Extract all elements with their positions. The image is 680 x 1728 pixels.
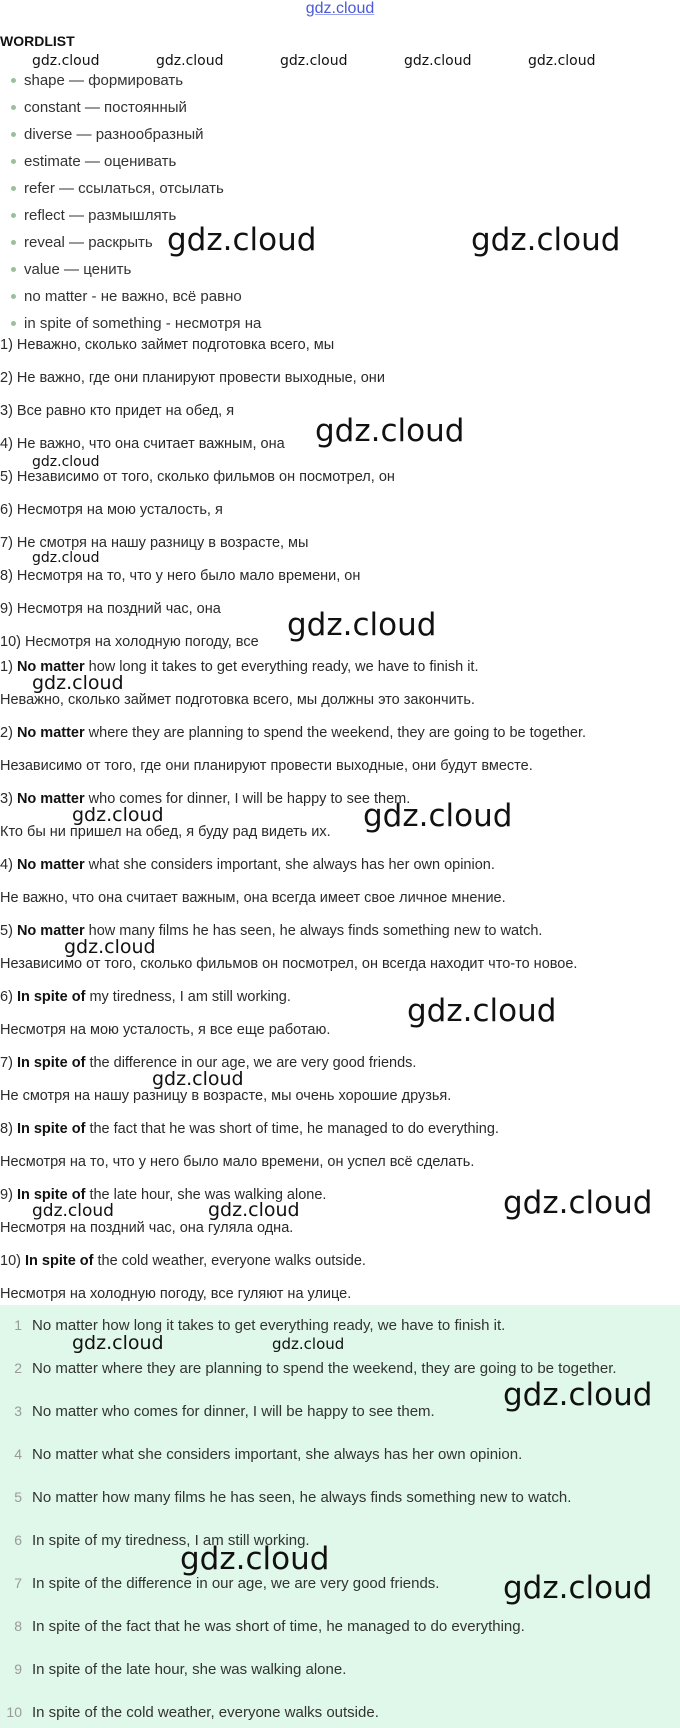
task-prompt: 7) Не смотря на нашу разницу в возрасте, мы: [0, 535, 309, 551]
answer-sentence: 5) No matter how many films he has seen, he always finds something new to watch.: [0, 923, 543, 939]
watermark: gdz.cloud: [156, 53, 224, 69]
watermark: gdz.cloud: [503, 1377, 653, 1413]
task-prompt: 1) Неважно, сколько займет подготовка всего, мы: [0, 337, 335, 353]
watermark: gdz.cloud: [167, 222, 317, 258]
wordlist-item: reveal — раскрыть: [0, 229, 261, 256]
bullet-icon: [11, 294, 16, 299]
wordlist-item: shape — формировать: [0, 67, 261, 94]
task-prompt: 6) Несмотря на мою усталость, я: [0, 502, 223, 518]
wordlist-item: no matter - не важно, всё равно: [0, 283, 261, 310]
bullet-icon: [11, 132, 16, 137]
task-prompt: 9) Несмотря на поздний час, она: [0, 601, 221, 617]
watermark: gdz.cloud: [32, 1201, 114, 1221]
answer-translation: Несмотря на то, что у него было мало времени, он успел всё сделать.: [0, 1154, 475, 1170]
answer-sentence: 4) No matter what she considers important, she always has her own opinion.: [0, 857, 495, 873]
bullet-icon: [11, 267, 16, 272]
site-mark-link[interactable]: gdz.cloud: [305, 0, 375, 17]
answer-list-panel: 1 No matter how long it takes to get everything ready, we have to finish it. 2 No matter where they are planning to spend the weekend, they are going to be together. 3 No matter who comes for dinner, I will be happy to see them. 4 No matter what she considers important, she always has her own opinion. 5 No matter how many films he has seen, he always finds something new to watch. 6 In spite of my tiredness, I am still working. 7 In spite of the difference in our age, we are very good friends. 8 In spite of the fact that he was short of time, he managed to do everything. 9 In spite of the late hour, she was walking alone. 10 In spite of the cold weather, everyone walks outside.: [0, 1305, 680, 1728]
bullet-icon: [11, 213, 16, 218]
answer-sentence: 6) In spite of my tiredness, I am still working.: [0, 989, 291, 1005]
task-prompt: 3) Все равно кто придет на обед, я: [0, 403, 235, 419]
answer-translation: Не важно, что она считает важным, она всегда имеет свое личное мнение.: [0, 890, 506, 906]
watermark: gdz.cloud: [32, 550, 100, 566]
answer-translation: Неважно, сколько займет подготовка всего, мы должны это закончить.: [0, 692, 475, 708]
wordlist: [0, 67, 261, 337]
wordlist-title: WORDLIST: [0, 33, 75, 49]
watermark: gdz.cloud: [471, 222, 621, 258]
wordlist-item: in spite of something - несмотря на: [0, 310, 261, 337]
wordlist-item: reflect — размышлять: [0, 202, 261, 229]
task-prompt: 10) Несмотря на холодную погоду, все: [0, 634, 259, 650]
answer-translation: Независимо от того, сколько фильмов он посмотрел, он всегда находит что-то новое.: [0, 956, 578, 972]
answer-translation: Несмотря на мою усталость, я все еще работаю.: [0, 1022, 331, 1038]
answer-translation: Несмотря на поздний час, она гуляла одна.: [0, 1220, 294, 1236]
task-prompt: 2) Не важно, где они планируют провести выходные, они: [0, 370, 385, 386]
answer-sentence: 9) In spite of the late hour, she was walking alone.: [0, 1187, 327, 1203]
task-prompt: 8) Несмотря на то, что у него было мало времени, он: [0, 568, 361, 584]
watermark: gdz.cloud: [503, 1185, 653, 1221]
watermark: gdz.cloud: [404, 53, 472, 69]
watermark: gdz.cloud: [32, 672, 124, 694]
watermark: gdz.cloud: [363, 798, 513, 834]
watermark: gdz.cloud: [32, 53, 100, 69]
wordlist-item: constant — постоянный: [0, 94, 261, 121]
watermark: gdz.cloud: [315, 413, 465, 449]
watermark: gdz.cloud: [64, 936, 156, 958]
wordlist-item: diverse — разнообразный: [0, 121, 261, 148]
answer-translation: Не смотря на нашу разницу в возрасте, мы очень хорошие друзья.: [0, 1088, 452, 1104]
answer-sentence: 2) No matter where they are planning to spend the weekend, they are going to be together.: [0, 725, 587, 741]
watermark: gdz.cloud: [528, 53, 596, 69]
answer-sentence: 8) In spite of the fact that he was short of time, he managed to do everything.: [0, 1121, 499, 1137]
watermark: gdz.cloud: [503, 1570, 653, 1606]
watermark: gdz.cloud: [407, 993, 557, 1029]
task-prompt: 4) Не важно, что она считает важным, она: [0, 436, 285, 452]
answer-sentence: 1) No matter how long it takes to get everything ready, we have to finish it.: [0, 659, 479, 675]
answer-sentence: 7) In spite of the difference in our age, we are very good friends.: [0, 1055, 417, 1071]
task-prompt: 5) Независимо от того, сколько фильмов он посмотрел, он: [0, 469, 395, 485]
watermark: gdz.cloud: [272, 1335, 345, 1353]
watermark: gdz.cloud: [32, 454, 100, 470]
watermark: gdz.cloud: [180, 1541, 330, 1577]
bullet-icon: [11, 159, 16, 164]
watermark: gdz.cloud: [287, 607, 437, 643]
wordlist-item: value — ценить: [0, 256, 261, 283]
bullet-icon: [11, 321, 16, 326]
answer-sentence: 10) In spite of the cold weather, everyone walks outside.: [0, 1253, 366, 1269]
bullet-icon: [11, 105, 16, 110]
answer-sentence: 3) No matter who comes for dinner, I will be happy to see them.: [0, 791, 411, 807]
answer-translation: Несмотря на холодную погоду, все гуляют на улице.: [0, 1286, 352, 1302]
bullet-icon: [11, 78, 16, 83]
wordlist-item: estimate — оценивать: [0, 148, 261, 175]
watermark: gdz.cloud: [208, 1199, 300, 1221]
watermark: gdz.cloud: [72, 804, 164, 826]
watermark: gdz.cloud: [152, 1068, 244, 1090]
bullet-icon: [11, 186, 16, 191]
answer-translation: Кто бы ни пришел на обед, я буду рад видеть их.: [0, 824, 331, 840]
wordlist-item: refer — ссылаться, отсылать: [0, 175, 261, 202]
bullet-icon: [11, 240, 16, 245]
answer-translation: Независимо от того, где они планируют провести выходные, они будут вместе.: [0, 758, 533, 774]
watermark: gdz.cloud: [280, 53, 348, 69]
watermark: gdz.cloud: [72, 1332, 164, 1354]
